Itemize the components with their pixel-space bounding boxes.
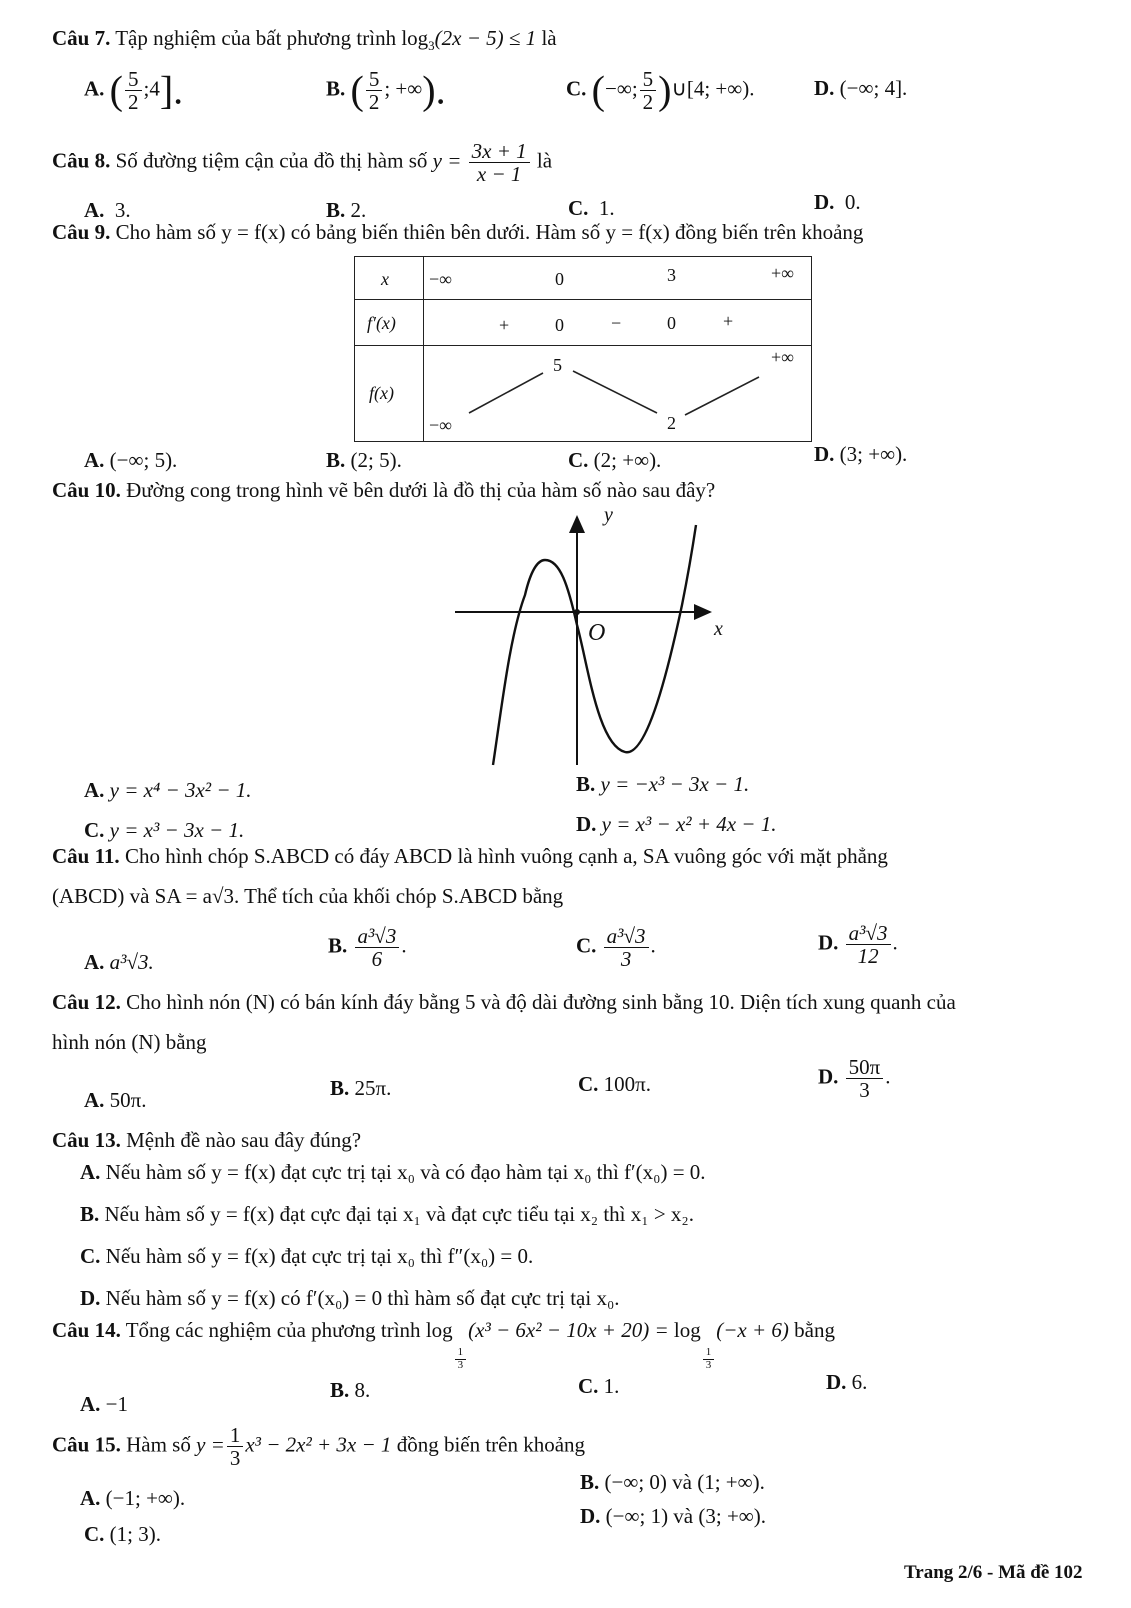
variation-table [354,256,812,442]
option-text: 2. [350,198,367,222]
x-value: +∞ [771,263,794,283]
q7-text: Tập nghiệm của bất phương trình [115,26,397,50]
q8-option-d[interactable] [814,190,861,215]
q12-stem-line2 [52,1030,207,1055]
q12-text: hình nón (N) bằng [52,1030,207,1054]
numerator: 1 [703,1347,715,1360]
option-label: B. [80,1202,100,1226]
page-footer: Trang 2/6 - Mã đề 102 [904,1562,1083,1583]
option-label: B. [328,933,348,958]
paren: ]. [159,67,184,113]
option-text: y = x³ − x² + 4x − 1. [601,812,777,836]
q15-text: Hàm số [126,1432,191,1457]
q9-option-c[interactable] [568,448,661,473]
q14-stem [52,1318,835,1371]
log: log [673,1318,701,1342]
denominator: 2 [368,90,380,115]
q11-label: Câu 11. [52,844,120,868]
option-text: −1 [105,1392,129,1416]
paren: ). [422,67,446,113]
q15-label: Câu 15. [52,1432,121,1457]
numerator: 3x + 1 [469,140,530,163]
q8-text: Số đường tiệm cận của đồ thị hàm số [115,148,428,173]
q13-option-b[interactable] [80,1202,694,1227]
numerator: a³√3 [846,922,891,945]
q14-text: Tổng các nghiệm của phương trình [125,1318,421,1342]
q12-option-c[interactable] [578,1072,651,1097]
numerator: a³√3 [604,925,649,948]
option-text: 50π. [109,1088,147,1112]
q15-option-d[interactable] [580,1504,766,1529]
q14-option-d[interactable] [826,1370,867,1395]
paren: ) [658,67,672,113]
q11-stem-line2 [52,884,563,909]
numerator: 5 [366,68,383,91]
denominator: 2 [642,90,654,115]
option-label: A. [80,1160,101,1184]
q7-label: Câu 7. [52,26,111,50]
option-text: 8. [354,1378,371,1402]
dot: . [892,930,898,955]
q10-option-c[interactable] [84,818,244,843]
option-label: C. [576,933,597,958]
option-label: A. [80,1392,101,1416]
q8-option-c[interactable] [568,196,615,221]
option-label: B. [580,1470,600,1494]
axis-label-y: y [604,504,613,526]
q11-option-b[interactable] [328,925,407,970]
log: log [425,1318,453,1342]
q9-option-b[interactable] [326,448,402,473]
denominator: 2 [128,90,139,115]
q13-option-d[interactable] [80,1286,620,1311]
option-text: ; +∞ [384,76,423,101]
denominator: 6 [371,947,383,972]
option-text: y = −x³ − 3x − 1. [600,772,750,796]
denominator: 12 [857,944,879,969]
denominator: x − 1 [476,162,522,187]
option-text: (−∞; 0) và (1; +∞). [604,1470,765,1494]
row-label-f: f(x) [369,383,394,403]
denominator: 3 [859,1078,870,1103]
sign-value: 0 [667,313,676,333]
q10-option-d[interactable] [576,812,776,837]
option-label: B. [326,76,346,101]
q9-option-d[interactable] [814,442,907,467]
option-text: Nếu hàm số y = f(x) đạt cực đại tại x₁ và đạt cực tiểu tại x₂ thì x₁ > x₂. [104,1202,695,1226]
f-value-end: +∞ [771,347,794,367]
denominator: 3 [229,1446,241,1471]
q9-option-a[interactable] [84,448,177,473]
option-text: 6. [851,1370,868,1394]
sign-value: + [723,311,734,331]
q11-option-a[interactable] [84,950,154,975]
q10-stem [52,478,715,503]
option-label: B. [330,1076,350,1100]
q11-text: (ABCD) và SA = a√3. Thể tích của khối chóp S.ABCD bằng [52,884,564,908]
q7-option-b[interactable] [326,68,446,113]
option-label: D. [814,442,835,466]
q10-option-b[interactable] [576,772,749,797]
q7-option-c[interactable] [566,68,755,113]
q10-option-a[interactable] [84,778,252,803]
option-text: 25π. [354,1076,392,1100]
q7-base: 3 [428,38,435,54]
option-label: A. [84,778,105,802]
q15-option-a[interactable] [80,1486,185,1511]
fraction [604,925,649,970]
q12-option-b[interactable] [330,1076,391,1101]
q12-text: Cho hình nón (N) có bán kính đáy bằng 5 và độ dài đường sinh bằng 10. Diện tích xung quanh của [126,990,956,1014]
option-text: Nếu hàm số y = f(x) đạt cực trị tại x₀ và có đạo hàm tại x₀ thì f′(x₀) = 0. [105,1160,706,1184]
paren: ( [591,67,605,113]
q13-text: Mệnh đề nào sau đây đúng? [126,1128,362,1152]
q15-stem [52,1424,585,1469]
dot: . [885,1064,891,1089]
q14-option-c[interactable] [578,1374,619,1399]
option-text: ;4 [143,76,160,101]
q8-tail: là [536,148,553,173]
option-text: (2; +∞). [593,448,662,472]
denominator: 3 [620,947,632,972]
q9-label: Câu 9. [52,220,111,244]
option-text: (−∞; 5). [109,448,178,472]
option-text: ∪[4; +∞). [671,76,755,101]
q15-tail: đồng biến trên khoảng [396,1432,586,1457]
q15-expr: x³ − 2x² + 3x − 1 [245,1432,392,1457]
option-text: a³√3. [109,950,154,974]
f-value-start: −∞ [429,415,452,435]
option-text: y = x⁴ − 3x² − 1. [109,778,252,802]
q10-text: Đường cong trong hình vẽ bên dưới là đồ thị của hàm số nào sau đây? [126,478,716,502]
option-text: (−∞; 4]. [839,76,908,100]
option-text: (1; 3). [109,1522,161,1546]
numerator: 5 [640,68,657,91]
q13-option-c[interactable] [80,1244,533,1269]
arrow-up-1 [469,373,543,413]
option-label: D. [818,1064,839,1089]
option-text: Nếu hàm số y = f(x) có f′(x₀) = 0 thì hàm số đạt cực trị tại x₀. [105,1286,620,1310]
option-label: D. [826,1370,847,1394]
q14-option-a[interactable] [80,1392,128,1417]
option-text: 1. [598,196,615,220]
numerator: 1 [455,1347,467,1360]
fraction [125,68,142,113]
q8-y: y = [432,148,462,173]
option-label: D. [580,1504,601,1528]
log-base [455,1347,467,1371]
option-text: (−1; +∞). [105,1486,186,1510]
option-label: C. [566,76,587,101]
arrow-up-2 [685,377,759,415]
sign-value: 0 [555,315,564,335]
f-value-min: 2 [667,413,676,433]
numerator: 50π [846,1056,884,1079]
q14-label: Câu 14. [52,1318,121,1342]
q11-text: Cho hình chóp S.ABCD có đáy ABCD là hình vuông cạnh a, SA vuông góc với mặt phẳng [124,844,888,868]
option-text: (−∞; 1) và (3; +∞). [605,1504,767,1528]
q13-stem [52,1128,361,1153]
sign-value: + [499,315,510,335]
option-text: −∞; [605,76,638,101]
fraction [355,925,400,970]
q11-option-c[interactable] [576,925,656,970]
q10-label: Câu 10. [52,478,121,502]
option-text: 0. [844,190,861,214]
option-label: B. [576,772,596,796]
q11-stem-line1 [52,844,888,869]
option-label: A. [84,1088,105,1112]
q7-option-a[interactable] [84,68,183,113]
option-text: (3; +∞). [839,442,908,466]
origin-label: O [588,620,606,646]
q12-label: Câu 12. [52,990,121,1014]
option-label: A. [84,950,105,974]
dot: . [401,933,407,958]
option-label: A. [84,198,105,222]
q14-arg2: (−x + 6) [716,1318,789,1342]
denominator: 3 [457,1358,464,1371]
q7-option-d[interactable] [814,76,907,101]
option-text: y = x³ − 3x − 1. [109,818,245,842]
q15-option-c[interactable] [84,1522,161,1547]
option-text: 100π. [603,1072,652,1096]
q9-text: Cho hàm số y = f(x) có bảng biến thiên bên dưới. Hàm số y = f(x) đồng biến trên khoảng [115,220,864,244]
x-value: 3 [667,265,676,285]
q7-expr: (2x − 5) ≤ 1 [434,26,537,50]
f-value-max: 5 [553,355,562,375]
option-label: C. [568,448,589,472]
option-text: 1. [603,1374,620,1398]
option-label: C. [84,1522,105,1546]
q14-option-b[interactable] [330,1378,370,1403]
fraction [366,68,383,113]
fraction [846,922,891,967]
option-label: D. [814,76,835,100]
q11-option-d[interactable] [818,922,898,967]
option-label: C. [578,1374,599,1398]
denominator: 3 [705,1358,712,1371]
q12-option-d[interactable] [818,1056,891,1101]
numerator: a³√3 [355,925,400,948]
variation-arrows [355,257,811,441]
q8-label: Câu 8. [52,148,111,173]
q8-fraction [469,140,530,185]
log-base [703,1347,715,1371]
row-label-x: x [381,269,389,289]
q7-stem [52,26,557,54]
option-label: C. [80,1244,101,1268]
q12-option-a[interactable] [84,1088,147,1113]
q12-stem-line1 [52,990,956,1015]
paren: ( [350,67,364,113]
q9-stem [52,220,863,245]
option-label: D. [818,930,839,955]
q13-label: Câu 13. [52,1128,121,1152]
option-label: A. [80,1486,101,1510]
paren: ( [109,67,123,113]
option-label: D. [576,812,597,836]
option-label: B. [330,1378,350,1402]
numerator: 1 [227,1424,244,1447]
q7-tail: là [541,26,557,50]
option-label: C. [84,818,105,842]
fraction [640,68,657,113]
q13-option-a[interactable] [80,1160,706,1185]
option-label: D. [814,190,835,214]
q15-y: y = [196,1432,225,1457]
numerator: 5 [125,68,142,91]
q8-stem [52,140,552,185]
fraction [846,1056,884,1101]
q15-option-b[interactable] [580,1470,765,1495]
dot: . [650,933,656,958]
sign-value: − [611,313,622,333]
option-label: C. [578,1072,599,1096]
arrow-down [573,371,657,413]
option-label: A. [84,76,105,101]
option-label: A. [84,448,105,472]
x-value: −∞ [429,269,452,289]
option-text: Nếu hàm số y = f(x) đạt cực trị tại x₀ thì f″(x₀) = 0. [105,1244,534,1268]
q7-log: log [401,26,429,50]
option-label: D. [80,1286,101,1310]
row-label-fprime: f′(x) [367,313,396,333]
option-text: 3. [114,198,131,222]
fraction [227,1424,244,1469]
option-label: B. [326,198,346,222]
q14-tail: bằng [794,1318,835,1342]
x-value: 0 [555,269,564,289]
option-label: B. [326,448,346,472]
option-text: (2; 5). [350,448,402,472]
option-label: C. [568,196,589,220]
q14-arg1: (x³ − 6x² − 10x + 20) = [468,1318,669,1342]
axis-label-x: x [714,618,723,640]
